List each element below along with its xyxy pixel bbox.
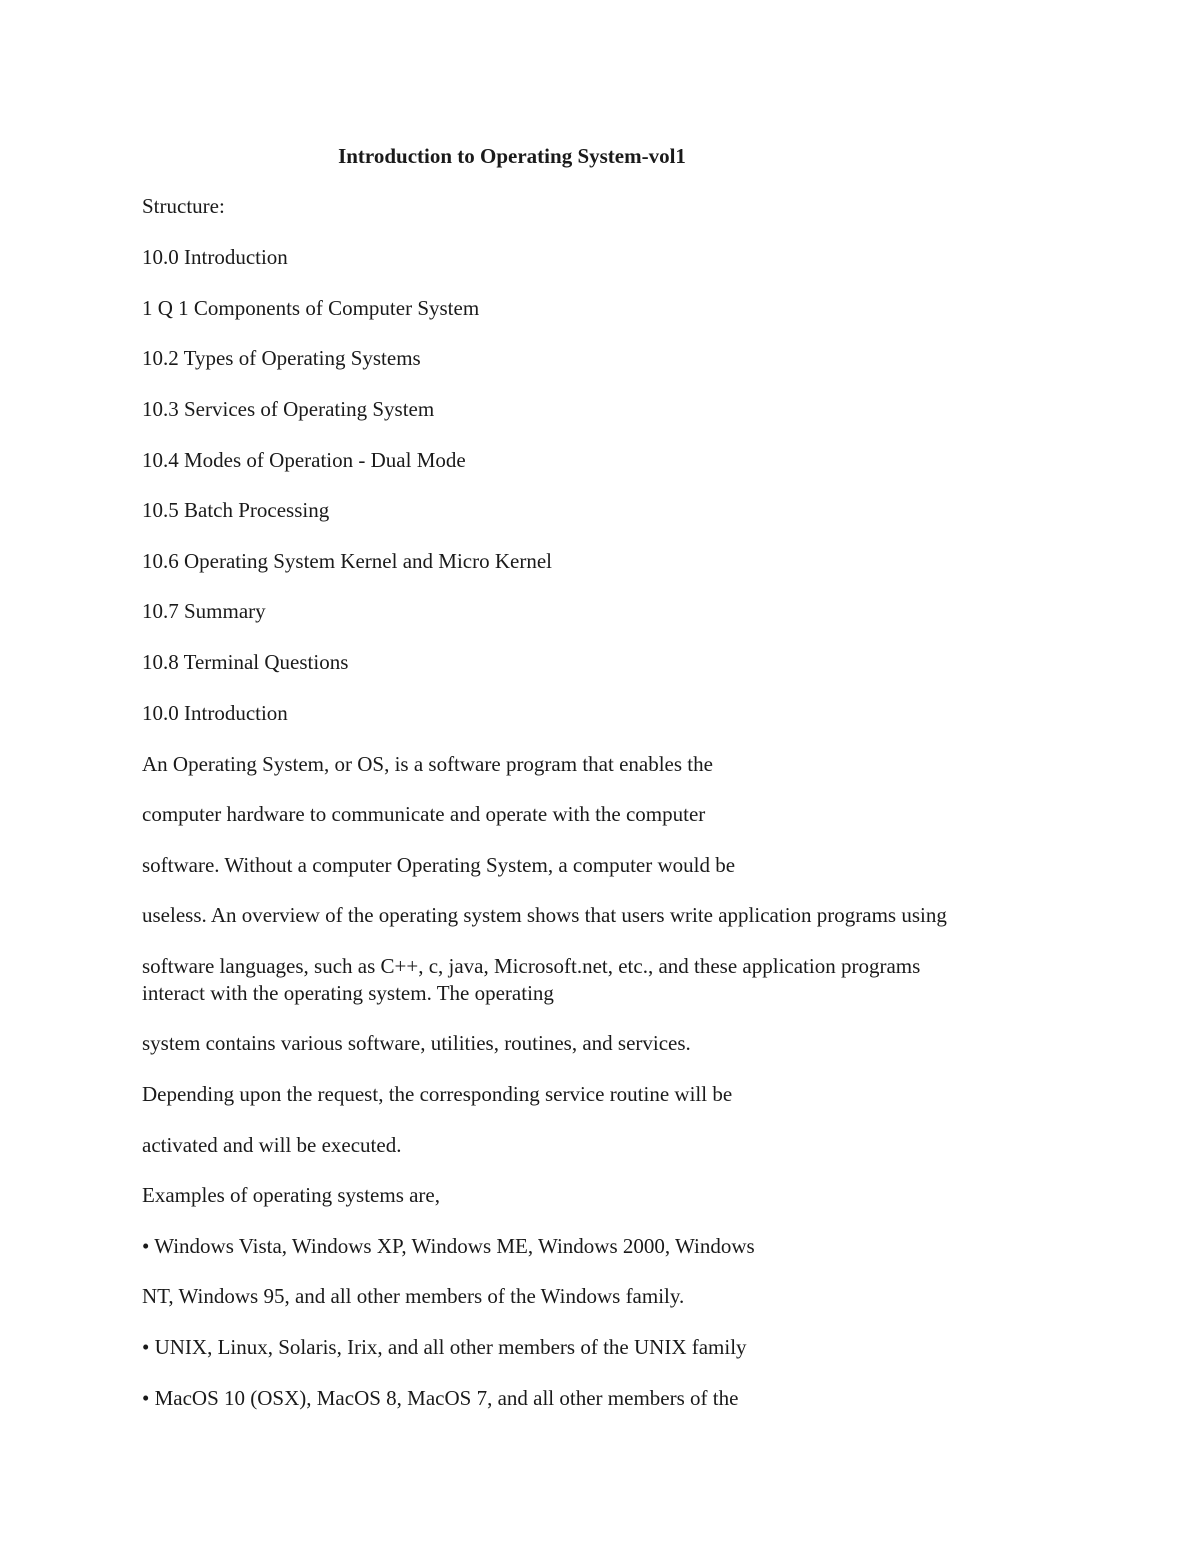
toc-item: 10.6 Operating System Kernel and Micro Kernel: [142, 549, 552, 573]
body-line: Depending upon the request, the corresponding service routine will be: [142, 1082, 733, 1106]
structure-label: Structure:: [142, 194, 225, 218]
body-line: interact with the operating system. The operating: [142, 981, 554, 1005]
toc-item: 10.5 Batch Processing: [142, 498, 330, 522]
body-line: Examples of operating systems are,: [142, 1183, 440, 1207]
body-line: software languages, such as C++, c, java, Microsoft.net, etc., and these application programs: [142, 954, 921, 978]
bullet-item: • Windows Vista, Windows XP, Windows ME, Windows 2000, Windows: [142, 1234, 755, 1258]
toc-item: 10.8 Terminal Questions: [142, 650, 349, 674]
toc-item: 10.2 Types of Operating Systems: [142, 346, 421, 370]
body-line: An Operating System, or OS, is a software program that enables the: [142, 752, 713, 776]
toc-item: 10.0 Introduction: [142, 245, 288, 269]
section-heading: 10.0 Introduction: [142, 701, 288, 725]
bullet-item: • UNIX, Linux, Solaris, Irix, and all other members of the UNIX family: [142, 1335, 747, 1359]
toc-item: 10.4 Modes of Operation - Dual Mode: [142, 448, 466, 472]
body-line: NT, Windows 95, and all other members of the Windows family.: [142, 1284, 685, 1308]
toc-item: 10.3 Services of Operating System: [142, 397, 435, 421]
toc-item: 10.7 Summary: [142, 599, 266, 623]
toc-item: 1 Q 1 Components of Computer System: [142, 296, 480, 320]
body-line: computer hardware to communicate and operate with the computer: [142, 802, 706, 826]
bullet-item: • MacOS 10 (OSX), MacOS 8, MacOS 7, and all other members of the: [142, 1386, 739, 1410]
body-line: software. Without a computer Operating System, a computer would be: [142, 853, 736, 877]
body-line: useless. An overview of the operating system shows that users write application programs using: [142, 903, 947, 927]
body-line: system contains various software, utilities, routines, and services.: [142, 1031, 691, 1055]
body-line: activated and will be executed.: [142, 1133, 402, 1157]
document-title: Introduction to Operating System-vol1: [338, 144, 686, 168]
